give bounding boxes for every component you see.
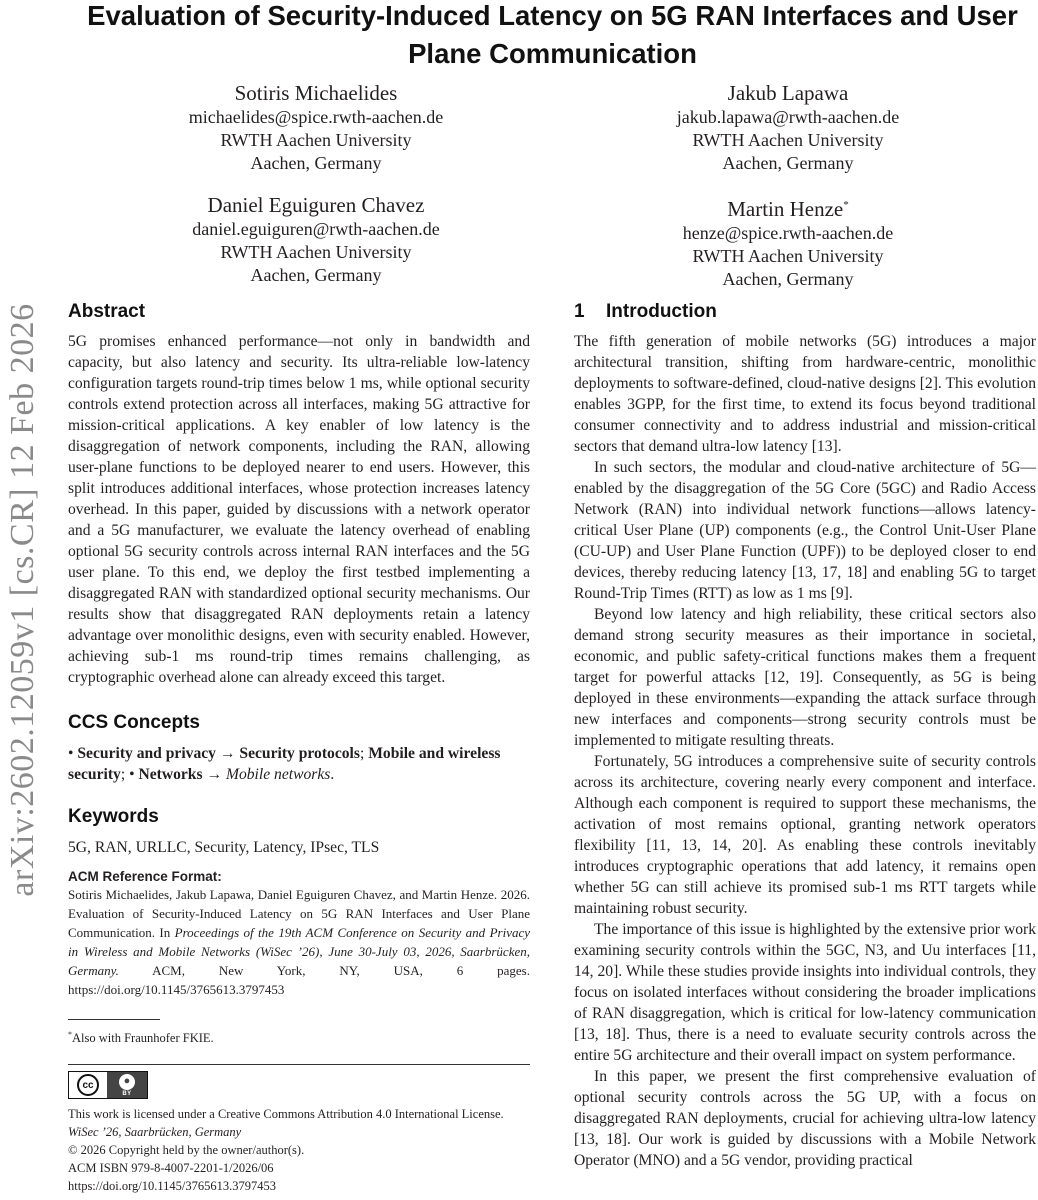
bullet: •	[129, 766, 135, 783]
cc-logo-icon: cc	[77, 1074, 99, 1096]
arxiv-identifier: arXiv:2602.12059v1 [cs.CR] 12 Feb 2026	[4, 303, 41, 897]
arrow: →	[219, 745, 236, 762]
license-rule	[68, 1064, 530, 1065]
cc-by-badge	[68, 1071, 148, 1099]
footnote	[68, 1025, 530, 1048]
license-doi: https://doi.org/10.1145/3765613.3797453	[68, 1179, 276, 1194]
acm-ref-text	[68, 885, 530, 999]
license-text	[68, 1105, 530, 1195]
author-block	[146, 192, 486, 287]
separator: ;	[359, 745, 365, 762]
bullet: •	[68, 745, 74, 762]
acm-ref-part: Sotiris Michaelides, Jakub Lapawa, Daniel Eguiguren Chavez, and Martin Henze. 2026. Evaluation of Security-Induced Latency on 5G RAN Interfaces and User Plane Communication. In	[68, 887, 530, 940]
acm-reference	[68, 869, 530, 999]
license-venue: WiSec ’26, Saarbrücken, Germany	[68, 1125, 242, 1140]
arxiv-stamp	[0, 0, 46, 1200]
separator: ;	[120, 766, 126, 783]
footnote-rule	[68, 1019, 160, 1020]
author-email: henze@spice.rwth-aachen.de	[682, 223, 894, 243]
cc-icon	[69, 1072, 107, 1098]
license-copyright: © 2026 Copyright held by the owner/author(s).	[68, 1143, 305, 1158]
left-column	[68, 300, 530, 1195]
author-affiliation: RWTH Aachen University	[692, 246, 884, 266]
author-email: jakub.lapawa@rwth-aachen.de	[676, 107, 900, 127]
ccs-term: Mobile networks	[225, 766, 331, 783]
license-block	[68, 1071, 530, 1195]
period: .	[330, 766, 335, 783]
paper-title: Evaluation of Security-Induced Latency on 5G RAN Interfaces and User Plane Communication	[87, 0, 1018, 69]
abstract-text: 5G promises enhanced performance—not only in bandwidth and capacity, but also latency and security. Its ultra-reliable low-latency configuration targets round-trip times below 1 ms, while optional security controls extend protection across all interfaces, making 5G attractive for mission-critical applications. A key enabler of low latency is the disaggregation of network components, including the RAN, allowing user-plane functions to be deployed nearer to end users. However, this split introduces additional interfaces, whose protection increases latency overhead. In this paper, guided by discussions with a network operator and a 5G manufacturer, we evaluate the latency overhead of enabling optional 5G security controls across internal RAN interfaces and the 5G user plane. To this end, we deploy the first testbed implementing a disaggregated RAN with standardized optional security mechanisms. Our results show that disaggregated RAN deployments retain a latency advantage over monolithic designs, even with security enabled. However, achieving sub-1 ms round-trip times remains challenging, as cryptographic overhead alone can already exceed this target.	[68, 333, 530, 686]
intro-paragraph: Beyond low latency and high reliability, these critical sectors also demand strong security measures as their importance in societal, economic, and public safety-critical functions makes them a frequent target for powerful attacks [12, 19]. Consequently, as 5G is being deployed in these environments—expanding the attack surface through new interfaces and components—strong security controls must be implemented to mitigate resulting threats.	[574, 606, 1036, 749]
author-location: Aachen, Germany	[250, 265, 382, 285]
author-name: Jakub Lapawa	[727, 81, 849, 105]
by-label: BY	[122, 1090, 132, 1097]
author-block	[146, 80, 486, 175]
author-location: Aachen, Germany	[722, 269, 854, 289]
ccs-heading: CCS Concepts	[68, 712, 200, 733]
ccs-term: Security and privacy	[77, 745, 216, 762]
intro-paragraph: The fifth generation of mobile networks (5G) introduces a major architectural transition, shifting from hardware-centric, monolithic deployments to software-defined, cloud-native designs [2]. This evolution enables 3GPP, for the first time, to extend its focus beyond traditional consumer connectivity and to address industrial and mission-critical sectors that demand ultra-low latency [13].	[574, 333, 1036, 455]
author-name: Martin Henze	[727, 197, 844, 221]
author-email: michaelides@spice.rwth-aachen.de	[188, 107, 444, 127]
author-block	[618, 192, 958, 291]
keywords-text: 5G, RAN, URLLC, Security, Latency, IPsec, TLS	[68, 839, 380, 856]
author-affiliation: RWTH Aachen University	[692, 130, 884, 150]
author-name: Daniel Eguiguren Chavez	[207, 193, 425, 217]
keywords-heading: Keywords	[68, 806, 159, 827]
author-block	[618, 80, 958, 175]
license-isbn: ACM ISBN 979-8-4007-2201-1/2026/06	[68, 1161, 274, 1176]
by-icon	[107, 1072, 147, 1098]
acm-ref-proceedings: Proceedings of the 19th ACM Conference on Security and Privacy in Wireless and Mobile Networks (WiSec ’26), June 30-July 03, 2026, Saarbrücken, Germany.	[68, 925, 530, 978]
author-affiliation: RWTH Aachen University	[220, 130, 412, 150]
footnote-marker: *	[843, 199, 849, 211]
author-name-line	[618, 192, 958, 222]
right-column	[574, 300, 1036, 1171]
author-email: daniel.eguiguren@rwth-aachen.de	[192, 219, 440, 239]
ccs-concepts	[68, 743, 530, 785]
ccs-term: Security protocols	[239, 745, 360, 762]
author-location: Aachen, Germany	[250, 153, 382, 173]
intro-paragraph: The importance of this issue is highlighted by the extensive prior work examining security controls within the 5GC, N3, and Uu interfaces [11, 14, 20]. While these studies provide insights into individual controls, they focus on isolated interfaces without considering the broader implications of RAN disaggregation, which is critical for low-latency communication [13, 18]. Thus, there is a need to evaluate security controls across the entire 5G architecture and their overall impact on system performance.	[574, 921, 1036, 1064]
license-line: This work is licensed under a Creative Commons Attribution 4.0 International License.	[68, 1107, 504, 1122]
arrow: →	[206, 766, 223, 783]
author-name: Sotiris Michaelides	[234, 81, 398, 105]
intro-paragraph: In this paper, we present the first comprehensive evaluation of optional security controls across the 5G UP, with a focus on disaggregated RAN deployments, crucial for achieving ultra-low latency [13, 18]. Our work is guided by discussions with a Mobile Network Operator (MNO) and a 5G vendor, providing practical	[574, 1068, 1036, 1169]
ccs-term: Mobile and wireless security	[68, 745, 501, 783]
person-icon: ●	[119, 1074, 135, 1090]
section-number: 1	[574, 301, 585, 322]
intro-paragraph: In such sectors, the modular and cloud-native architecture of 5G—enabled by the disaggregation of the 5G Core (5GC) and Radio Access Network (RAN) into individual network functions—allows latency-critical User Plane (UP) components (e.g., the Control Unit-User Plane (CU-UP) and User Plane Function (UPF)) to be deployed closer to end devices, thereby reducing latency [13, 17, 18] and enabling 5G to target Round-Trip Times (RTT) as low as 1 ms [9].	[574, 459, 1036, 602]
footnote-text: Also with Fraunhofer FKIE.	[72, 1031, 214, 1046]
intro-paragraph: Fortunately, 5G introduces a comprehensive suite of security controls across its architecture, covering nearly every component and interface. Although each component is required to support these mechanisms, the activation of most remains optional, granting network operators flexibility [11, 13, 14, 20]. As enabling these controls inevitably introduces cryptographic operations that add latency, it remains open whether 5G can still achieve its promised sub-1 ms RTT targets while maintaining robust security.	[574, 753, 1036, 917]
acm-ref-part: ACM, New York, NY, USA, 6 pages. https://doi.org/10.1145/3765613.3797453	[68, 963, 530, 997]
intro-heading	[574, 300, 1036, 324]
footnote-marker: *	[68, 1030, 72, 1039]
ccs-term: Networks	[138, 766, 203, 783]
section-title: Introduction	[606, 301, 717, 322]
acm-ref-heading: ACM Reference Format:	[68, 869, 222, 884]
abstract-heading: Abstract	[68, 301, 146, 322]
author-location: Aachen, Germany	[722, 153, 854, 173]
author-affiliation: RWTH Aachen University	[220, 242, 412, 262]
